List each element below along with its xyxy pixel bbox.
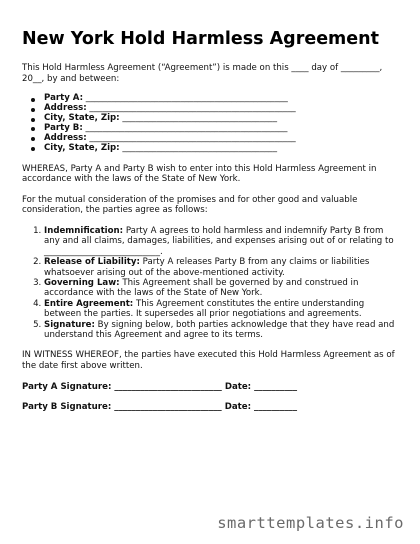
whereas-paragraph: WHEREAS, Party A and Party B wish to enter into this Hold Harmless Agreement in accordance with the laws of the State of New York. [22,163,377,185]
witness-paragraph: IN WITNESS WHEREOF, the parties have executed this Hold Harmless Agreement as of the date first above written. [22,350,395,372]
blank-line: ____________________________________ [119,142,278,153]
party-a-signature-line [22,382,400,393]
date-label: Date: [224,402,252,413]
clause-governing-law [44,278,400,299]
date-label: Date: [224,381,252,392]
signature-label: Party A Signature: [22,381,112,392]
signature-blank: _________________________ [111,402,222,413]
signature-blank: _________________________ [111,381,222,392]
blank-line: _______________________________________________ [82,122,288,133]
clause-heading: Release of Liability: [44,257,140,268]
clauses-list [22,226,400,340]
clause-signature [44,320,400,341]
party-b-city-field [44,144,400,154]
field-label: Party B: [44,122,83,133]
parties-list [22,94,400,153]
field-label: Party A: [44,93,84,104]
field-label: City, State, Zip: [44,142,120,153]
party-b-signature-line [22,402,400,413]
clause-text: This Agreement constitutes the entire understanding between the parties. It supersedes all prior negotiations and agreements. [44,298,365,320]
intro-paragraph: This Hold Harmless Agreement (“Agreement”) is made on this ____ day of _________, 20__, by and between: [22,63,383,84]
footer-watermark: smarttemplates.info [217,514,404,532]
clause-text: Party A releases Party B from any claims or liabilities whatsoever arising out of the above-mentioned activity. [44,257,370,278]
clause-heading: Indemnification: [44,226,124,236]
clause-text: Party A agrees to hold harmless and indemnify Party B from any and all claims, damages, liabilities, and expenses arising out of or relating to ___________________________. [44,226,394,257]
clause-entire-agreement [44,299,400,320]
blank-line: _______________________________________________ [83,93,288,104]
clause-heading: Governing Law: [44,278,120,289]
clause-heading: Entire Agreement: [44,298,134,309]
date-blank: __________ [251,381,298,392]
field-label: City, State, Zip: [44,113,120,123]
clause-release-of-liability [44,257,400,278]
field-label: Address: [44,103,87,114]
consideration-paragraph: For the mutual consideration of the promises and for other good and valuable consideration, the parties agree as follows: [22,194,358,216]
blank-line: ____________________________________ [119,113,278,123]
blank-line: ________________________________________________ [86,132,296,143]
blank-line: ________________________________________________ [86,103,296,114]
date-blank: __________ [251,402,297,413]
signature-label: Party B Signature: [22,402,112,413]
clause-heading: Signature: [44,319,95,330]
document-page [22,28,400,423]
clause-text: This Agreement shall be governed by and construed in accordance with the laws of the State of New York. [44,278,359,299]
clause-indemnification [44,226,400,257]
clause-text: By signing below, both parties acknowledge that they have read and understand this Agreement and agree to its terms. [44,319,395,341]
document-title: New York Hold Harmless Agreement [22,29,379,49]
field-label: Address: [44,132,87,143]
